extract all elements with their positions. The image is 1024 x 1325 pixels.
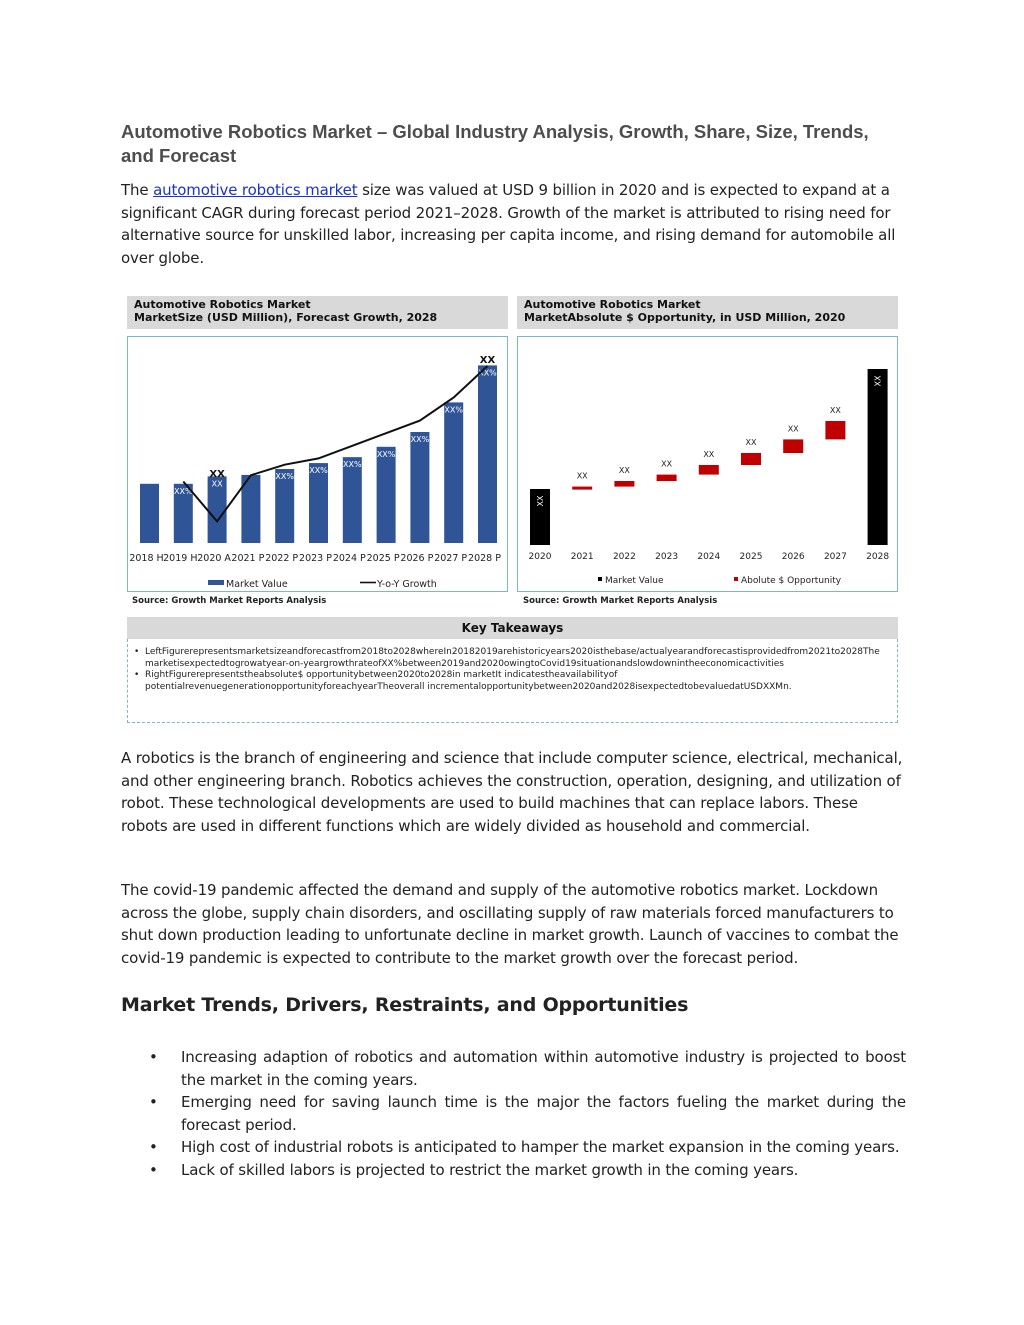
bar-label: XX	[873, 375, 883, 387]
line-yoy-growth	[183, 366, 487, 521]
x-tick-label: 2028 P	[468, 553, 501, 564]
x-tick-label: 2026	[781, 552, 805, 562]
key-takeaway-text: RightFigurerepresentstheabsolute$ opportunitybetween2020to2028in marketIt indicatestheavailabilityof potentialrevenuegenerationopportunityforeachyearTheoverall incrementalopportunitybetween2020and2028isexpectedtobevaluedatUSDXXMn.	[145, 670, 792, 692]
bar-market-value	[444, 402, 463, 543]
bar-label: XX	[703, 450, 715, 459]
x-tick-label: 2020	[528, 552, 552, 562]
right-chart-title-line1: Automotive Robotics Market	[524, 298, 701, 311]
x-tick-label: 2022 P	[265, 553, 299, 564]
bullet-icon: •	[149, 1138, 158, 1156]
bar-label: XX	[787, 424, 799, 434]
bar-label: XX	[829, 406, 841, 415]
market-infographic	[121, 290, 904, 730]
intro-text-start: The	[121, 181, 154, 199]
bullet-icon: •	[149, 1093, 158, 1111]
absolute-opportunity-chart	[518, 337, 897, 591]
bar-market-value	[377, 447, 396, 543]
market-trends-list	[121, 1046, 906, 1181]
market-size-chart	[128, 337, 507, 591]
key-takeaways-title: Key Takeaways	[127, 617, 898, 639]
list-item-text: High cost of industrial robots is anticipated to hamper the market expansion in the coming years.	[181, 1138, 900, 1156]
bar-opportunity	[699, 465, 719, 475]
bar-label: XX%	[309, 466, 328, 476]
bar-market-value	[868, 369, 888, 545]
legend-swatch-opportunity	[734, 577, 738, 581]
bullet-icon: •	[149, 1048, 158, 1066]
bar-label: XX%	[343, 460, 362, 470]
list-item-text: Emerging need for saving launch time is the major the factors fueling the market during the forecast period.	[181, 1093, 906, 1134]
x-tick-label: 2027 P	[434, 553, 468, 564]
x-tick-label: 2026 P	[400, 553, 434, 564]
bar-market-value	[343, 457, 362, 543]
legend-swatch-market-value	[598, 577, 602, 581]
bar-label: XX%	[275, 472, 294, 481]
x-tick-label: 2024	[697, 552, 721, 562]
list-item	[121, 1091, 906, 1136]
bar-market-value	[140, 484, 159, 543]
legend-label: Market Value	[226, 579, 288, 590]
robotics-definition-paragraph: A robotics is the branch of engineering and science that include computer science, electrical, mechanical, and other engineering branch. Robotics achieves the construction, operation, designing, and utilization of robot. These technological developments are used to build machines that can replace labors. These robots are used in different functions which are widely divided as household and commercial.	[121, 749, 903, 835]
right-chart-header	[517, 296, 898, 329]
right-chart-panel	[517, 336, 898, 592]
bar-opportunity	[825, 421, 845, 439]
bar-label: XX%	[478, 368, 497, 378]
bar-label: XX%	[174, 486, 193, 496]
x-tick-label: 2025 P	[366, 553, 400, 564]
key-takeaway-text: LeftFigurerepresentsmarketsizeandforecastfrom2018to2028whereIn20182019arehistoricyears2020isthebase/actualyearandforecastisprovidedfrom2021to2028The marketisexpectedtogrowatyear-on-yeargrowthrateofXX%between2019and2020owingtoCovid19situationandslowdownintheeconomicactivities	[145, 647, 880, 669]
bar-label: XX	[661, 459, 673, 469]
bar-opportunity	[572, 487, 592, 490]
legend-swatch-market-value	[208, 580, 224, 585]
automotive-robotics-market-link[interactable]: automotive robotics market	[153, 181, 358, 199]
key-takeaway-item: • LeftFigurerepresentsmarketsizeandforecastfrom2018to2028whereIn20182019arehistoricyears2020isthebase/actualyearandforecastisprovidedfrom2021to2028The marketisexpectedtogrowatyear-on-yeargrowthrateofXX%between2019and2020owingtoCovid19situationandslowdownintheeconomicactivities	[134, 647, 880, 669]
x-tick-label: 2020 A	[197, 553, 231, 564]
left-chart-title-line1: Automotive Robotics Market	[134, 298, 311, 311]
list-item	[121, 1136, 906, 1159]
x-tick-label: 2018 H	[129, 553, 164, 564]
page-title: Automotive Robotics Market – Global Industry Analysis, Growth, Share, Size, Trends, and Forecast	[121, 121, 869, 166]
bar-opportunity	[741, 453, 761, 465]
x-tick-label: 2023	[655, 552, 679, 562]
x-tick-label: 2021	[570, 552, 594, 562]
bar-opportunity	[783, 439, 803, 453]
left-chart-source: Source: Growth Market Reports Analysis	[132, 596, 327, 606]
key-takeaways-list	[127, 639, 898, 723]
list-item-text: Increasing adaption of robotics and automation within automotive industry is projected to boost the market in the coming years.	[181, 1048, 906, 1089]
x-tick-label: 2019 H	[163, 553, 198, 564]
intro-text-rest: size was valued at USD 9 billion in 2020 and is expected to expand at a significant CAGR during forecast period 2021–2028. Growth of the market is attributed to rising need for alternative source for unskilled labor, increasing per capita income, and rising demand for automobile all over globe.	[121, 181, 896, 267]
right-chart-source: Source: Growth Market Reports Analysis	[523, 596, 718, 606]
x-tick-label: 2023 P	[299, 553, 332, 564]
covid-impact-paragraph: The covid-19 pandemic affected the demand and supply of the automotive robotics market. Lockdown across the globe, supply chain disorders, and oscillating supply of raw materials forced manufacturers to shut down production leading to unfortunate decline in market growth. Launch of vaccines to combat the covid-19 pandemic is expected to contribute to the market growth over the forecast period.	[121, 881, 899, 967]
bar-label: XX	[211, 479, 223, 489]
list-item	[121, 1159, 906, 1182]
top-data-label: XX	[479, 355, 496, 366]
x-tick-label: 2024 P	[332, 553, 366, 564]
bar-market-value	[410, 432, 429, 543]
bar-label: XX%	[376, 449, 396, 459]
bar-opportunity	[657, 475, 677, 481]
intro-paragraph	[121, 179, 906, 269]
left-chart-title-line2: MarketSize (USD Million), Forecast Growth, 2028	[134, 311, 438, 324]
x-tick-label: 2028	[866, 552, 890, 562]
bar-label: XX	[745, 438, 757, 447]
x-tick-label: 2027	[823, 552, 847, 562]
bar-label: XX	[536, 495, 545, 507]
left-chart-header	[127, 296, 508, 329]
left-chart-panel	[127, 336, 508, 592]
legend-label: Y-o-Y Growth	[377, 579, 437, 590]
bar-opportunity	[614, 481, 634, 487]
bar-market-value	[478, 365, 497, 543]
bullet-icon: •	[149, 1160, 158, 1179]
bar-label: XX	[576, 471, 588, 481]
bar-label: XX%	[444, 405, 463, 415]
bar-label: XX%	[410, 435, 430, 444]
list-item-text: Lack of skilled labors is projected to restrict the market growth in the coming years.	[181, 1160, 799, 1179]
x-tick-label: 2025	[739, 552, 763, 562]
legend-label: Abolute $ Opportunity	[741, 576, 842, 586]
x-tick-label: 2021 P	[231, 553, 265, 564]
x-tick-label: 2022	[612, 552, 636, 562]
bar-label: XX	[618, 466, 630, 475]
right-chart-title-line2: MarketAbsolute $ Opportunity, in USD Million, 2020	[524, 311, 846, 324]
key-takeaway-item: • RightFigurerepresentstheabsolute$ opportunitybetween2020to2028in marketIt indicatestheavailabilityof potentialrevenuegenerationopportunityforeachyearTheoverall incrementalopportunitybetween2020and2028isexpectedtobevaluedatUSDXXMn.	[134, 670, 792, 692]
section-heading: Market Trends, Drivers, Restraints, and Opportunities	[121, 994, 689, 1016]
list-item	[121, 1046, 906, 1091]
legend-label: Market Value	[605, 576, 664, 586]
data-label: XX	[209, 469, 225, 480]
